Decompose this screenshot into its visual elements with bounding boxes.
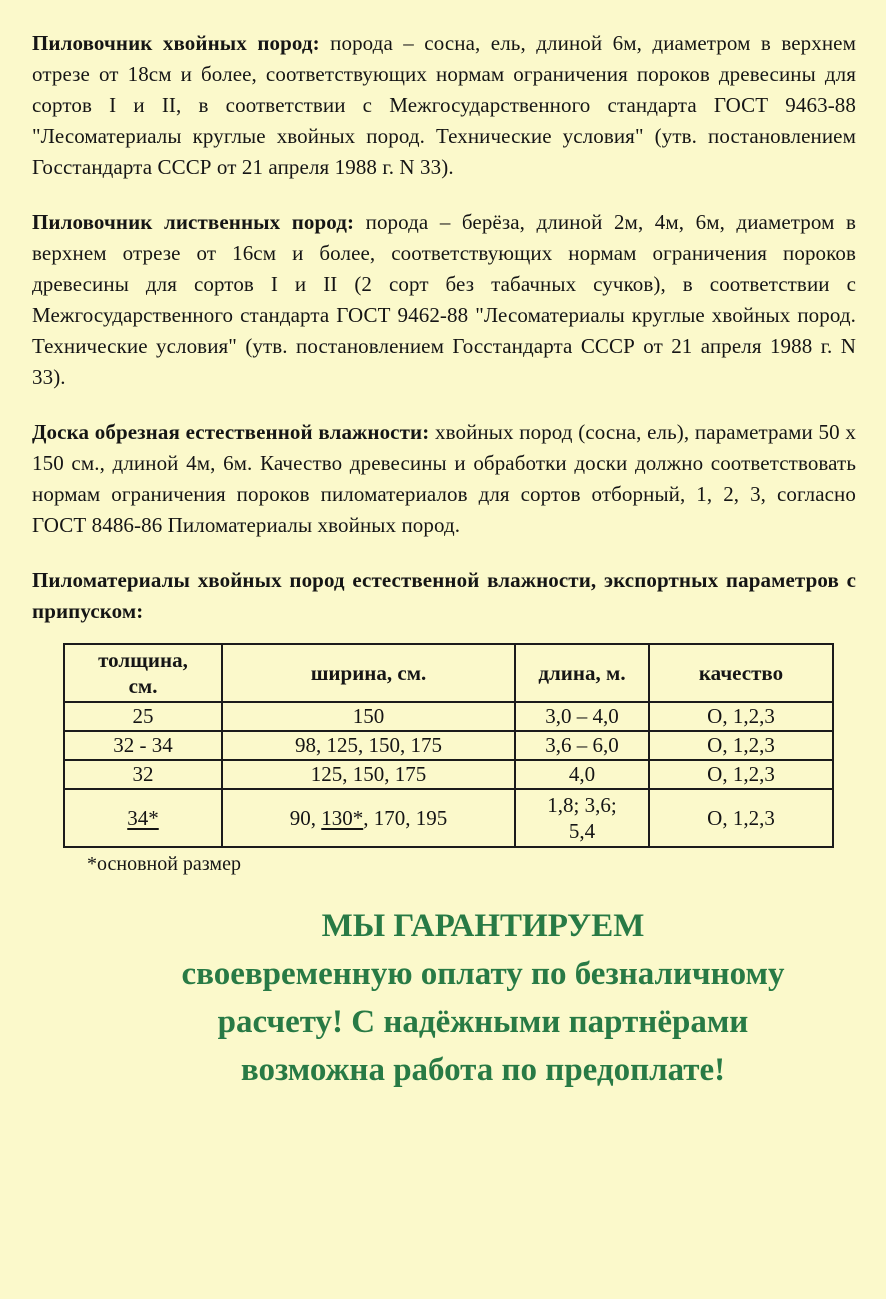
cell-width: 150 — [222, 702, 515, 731]
cell-thickness: 32 — [64, 760, 222, 789]
cell-quality: О, 1,2,3 — [649, 760, 833, 789]
table-row — [64, 760, 833, 789]
column-header-thickness-line2: см. — [128, 674, 158, 698]
guarantee-line: МЫ ГАРАНТИРУЕМ — [321, 908, 645, 944]
column-header-width: ширина, см. — [222, 644, 515, 702]
paragraph-body-edged-board: хвойных пород (сосна, ель), параметрами 50 х 150 см., длиной 4м, 6м. Качество древесины и обработки доски должно соответствовать нормам ограничения пороков пиломатериалов для сортов отборный, 1, 2, 3, согласно ГОСТ 8486-86 Пиломатериалы хвойных пород. — [32, 420, 856, 537]
guarantee-line: возможна работа по предоплате! — [240, 1052, 726, 1088]
cell-width: 125, 150, 175 — [222, 760, 515, 789]
cell-quality: О, 1,2,3 — [649, 731, 833, 760]
table-row — [64, 731, 833, 760]
cell-width: 98, 125, 150, 175 — [222, 731, 515, 760]
cell-thickness — [64, 789, 222, 847]
cell-length: 1,8; 3,6; 5,4 — [515, 789, 649, 847]
paragraph-edged-board — [32, 417, 856, 541]
paragraph-lead-coniferous: Пиловочник хвойных пород: — [32, 31, 320, 55]
underlined-main-size: 34* — [127, 806, 159, 830]
cell-length: 3,6 – 6,0 — [515, 731, 649, 760]
cell-width: 90, 130*, 170, 195 — [222, 789, 515, 847]
paragraph-sawlog-deciduous — [32, 207, 856, 393]
column-header-quality: качество — [649, 644, 833, 702]
guarantee-text — [108, 902, 858, 1094]
table-row — [64, 702, 833, 731]
cell-thickness: 32 - 34 — [64, 731, 222, 760]
column-header-thickness — [64, 644, 222, 702]
cell-thickness: 25 — [64, 702, 222, 731]
lumber-size-table-wrap — [63, 643, 856, 848]
column-header-length: длина, м. — [515, 644, 649, 702]
table-heading: Пиломатериалы хвойных пород естественной влажности, экспортных параметров с припуском: — [32, 568, 856, 623]
underlined-main-size: 130* — [321, 806, 364, 830]
cell-length: 4,0 — [515, 760, 649, 789]
paragraph-lead-deciduous: Пиловочник лиственных пород: — [32, 210, 355, 234]
table-footnote: *основной размер — [87, 853, 241, 875]
guarantee-line: расчету! С надёжными партнёрами — [217, 1004, 749, 1040]
column-header-thickness-line1: толщина, — [98, 648, 188, 672]
lumber-size-table — [63, 643, 834, 848]
guarantee-line: своевременную оплату по безналичному — [181, 956, 785, 992]
table-row — [64, 789, 833, 847]
paragraph-sawlog-coniferous — [32, 28, 856, 183]
cell-quality: О, 1,2,3 — [649, 702, 833, 731]
paragraph-body-deciduous: порода – берёза, длиной 2м, 4м, 6м, диаметром в верхнем отрезе от 16см и более, соответствующих нормам ограничения пороков древесины для сортов I и II (2 сорт без табачных сучков), в соответствии с Межгосударственного стандарта ГОСТ 9462-88 "Лесоматериалы круглые хвойных пород. Технические условия" (утв. постановлением Госстандарта СССР от 21 апреля 1988 г. N 33). — [32, 210, 856, 389]
paragraph-lead-edged-board: Доска обрезная естественной влажности: — [32, 420, 430, 444]
table-header-row — [64, 644, 833, 702]
paragraph-body-coniferous: порода – сосна, ель, длиной 6м, диаметром в верхнем отрезе от 18см и более, соответствующих нормам ограничения пороков древесины для сортов I и II, в соответствии с Межгосударственного стандарта ГОСТ 9463-88 "Лесоматериалы круглые хвойных пород. Технические условия" (утв. постановлением Госстандарта СССР от 21 апреля 1988 г. N 33). — [32, 31, 856, 179]
cell-quality: О, 1,2,3 — [649, 789, 833, 847]
cell-length: 3,0 – 4,0 — [515, 702, 649, 731]
